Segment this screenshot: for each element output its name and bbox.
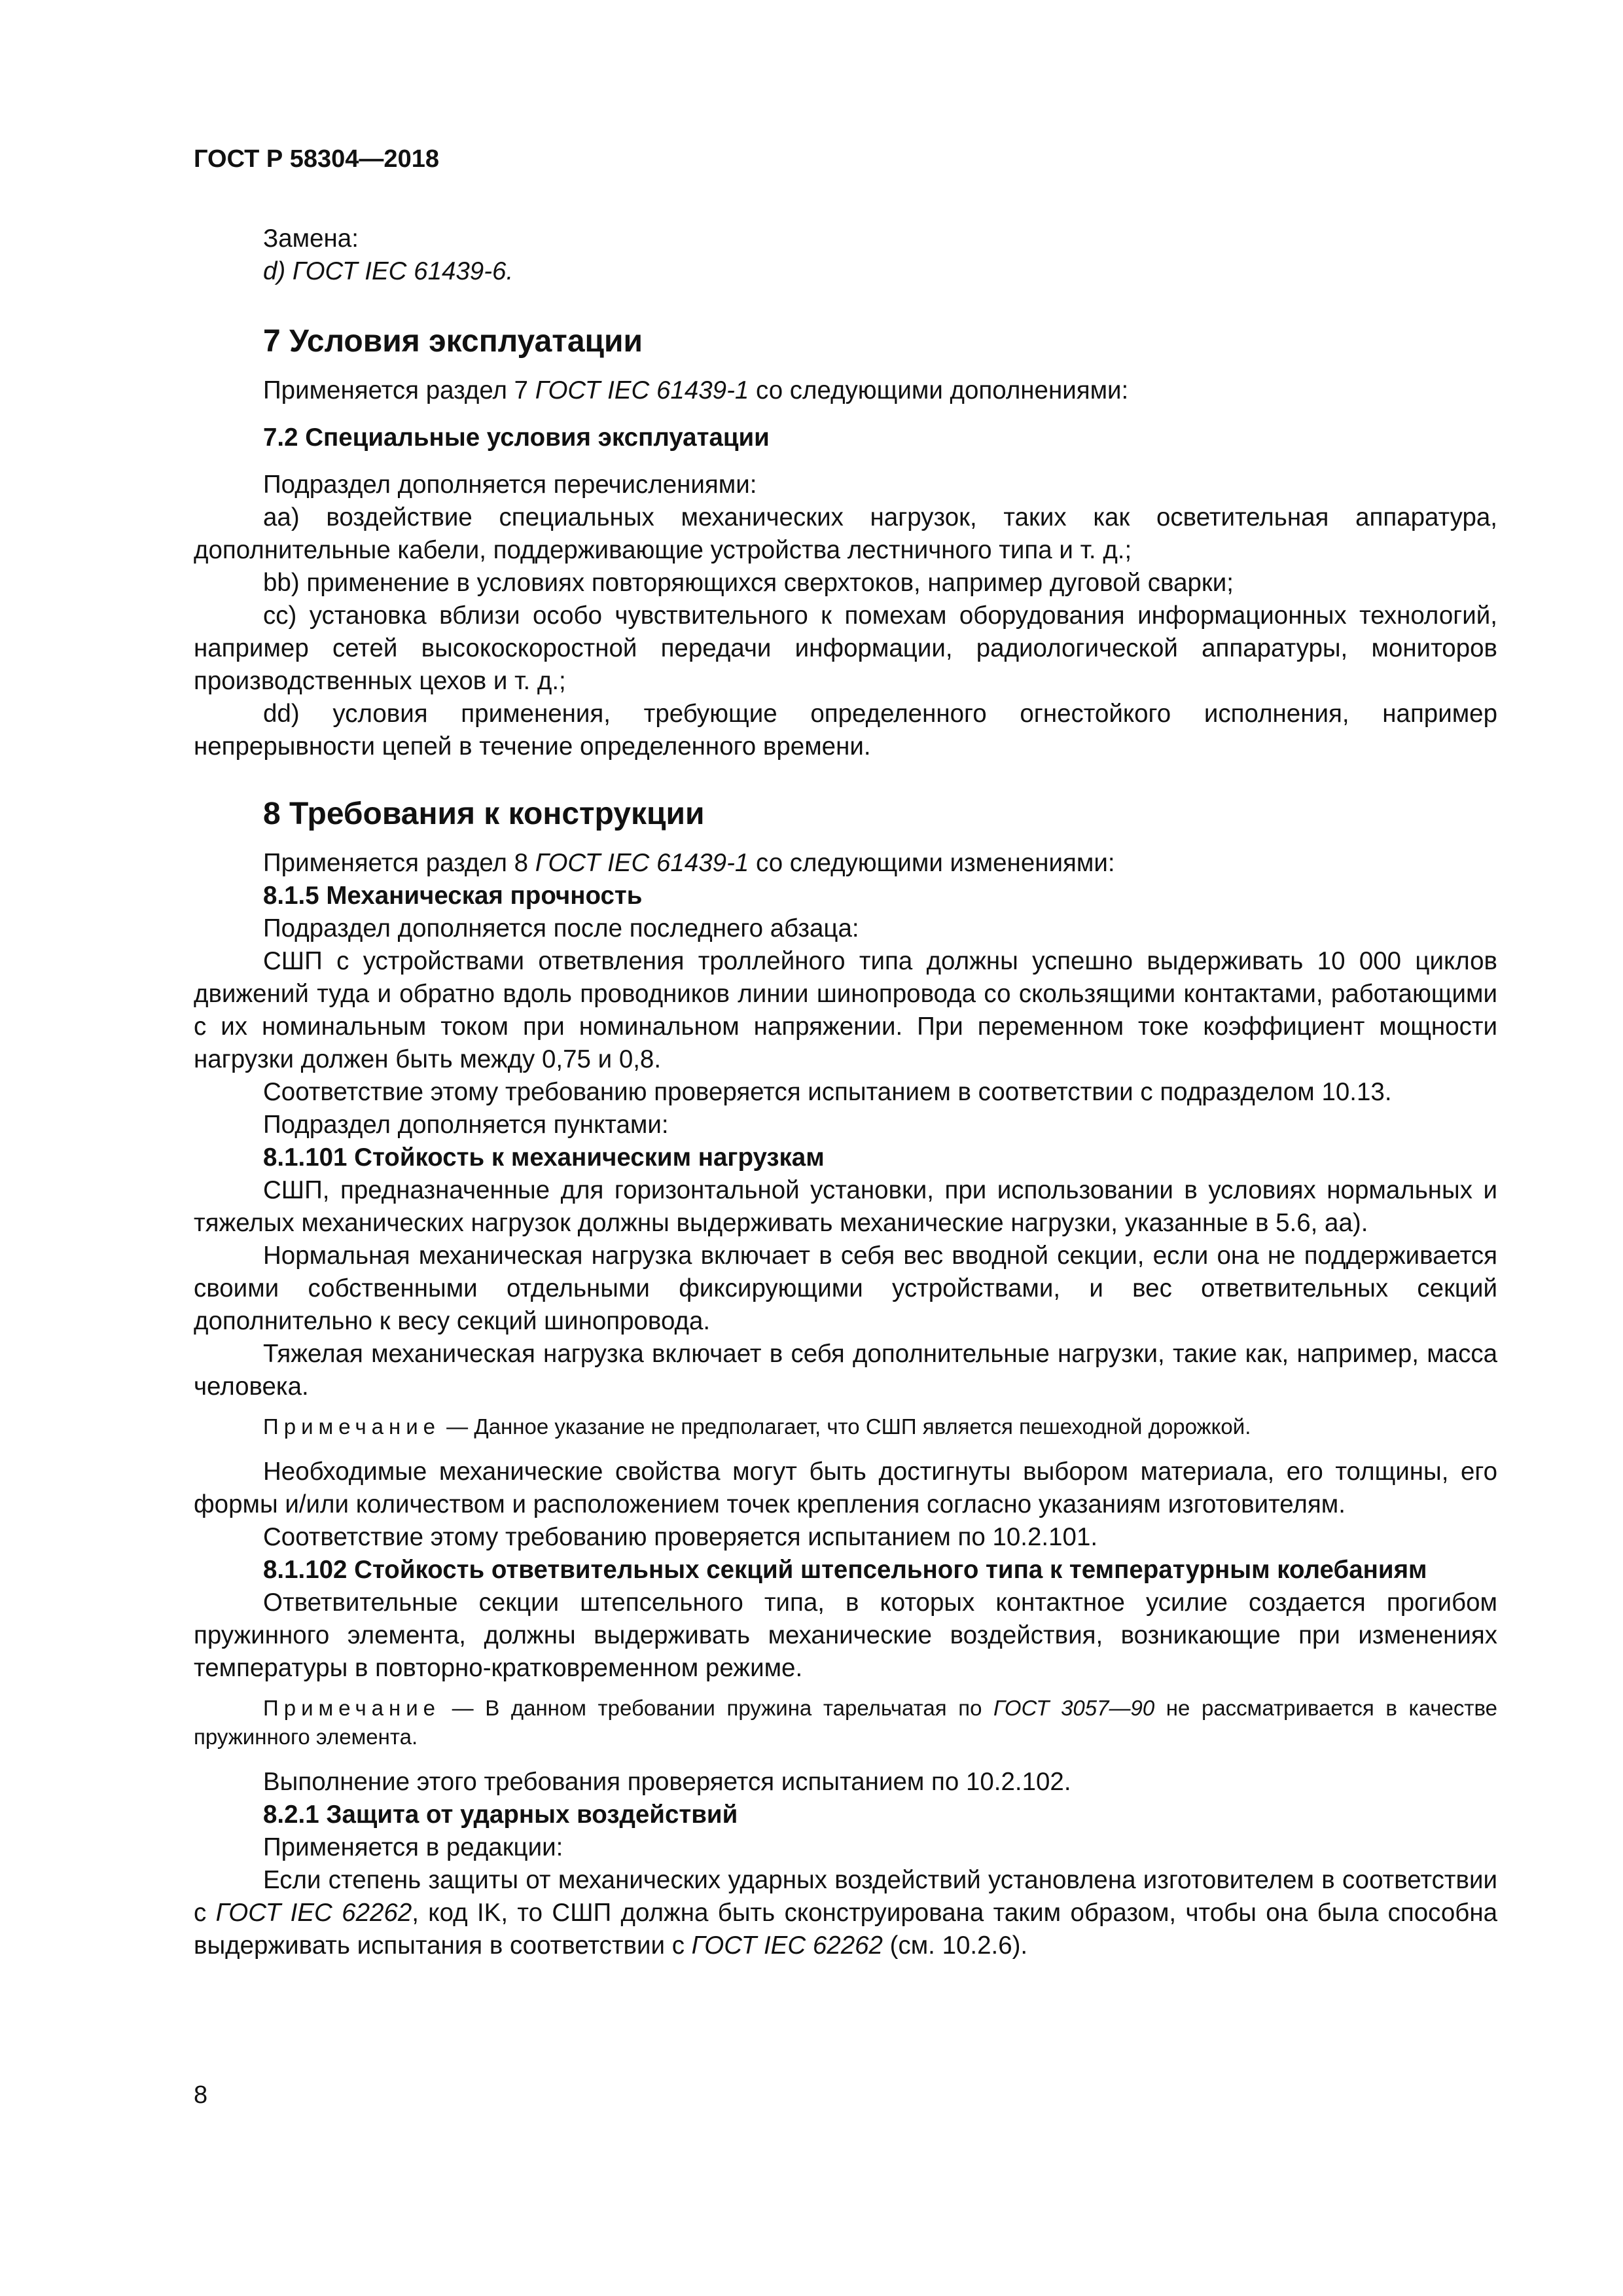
section-8-1-5-check: Соответствие этому требованию проверяется испытанием в соответствии с подразделом 10.13.	[263, 1078, 1392, 1106]
section-8-1-101-paragraph-2: Нормальная механическая нагрузка включает в себя вес вводной секции, если она не поддерживается своими собственными отдельными фиксирующими устройствами, и вес ответвительных секций дополнительно к весу секций шинопровода.	[194, 1242, 1497, 1335]
section-8-2-1-intro: Применяется в редакции:	[263, 1833, 563, 1861]
list-item-dd: dd) условия применения, требующие определенного огнестойкого исполнения, например непрерывности цепей в течение определенного времени.	[194, 700, 1497, 761]
section-7-title: 7 Условия эксплуатации	[263, 324, 643, 359]
section-8-1-102-title: 8.1.102 Стойкость ответвительных секций штепсельного типа к температурным колебаниям	[263, 1556, 1427, 1584]
section-7-applies: Применяется раздел 7 ГОСТ IEC 61439-1 со следующими дополнениями:	[263, 376, 1129, 404]
note-1: Примечание — Данное указание не предполагает, что СШП является пешеходной дорожкой.	[263, 1414, 1251, 1439]
section-8-1-5-addition: Подраздел дополняется пунктами:	[263, 1111, 669, 1139]
section-8-1-101-title: 8.1.101 Стойкость к механическим нагрузкам	[263, 1143, 825, 1172]
list-item-cc: cc) установка вблизи особо чувствительного к помехам оборудования информационных технологий, например сетей высокоскоростной передачи информации, радиологической аппаратуры, мониторов производственных цехов и т. д.;	[194, 601, 1497, 695]
list-item-aa: aa) воздействие специальных механических нагрузок, таких как осветительная аппаратура, дополнительные кабели, поддерживающие устройства лестничного типа и т. д.;	[194, 503, 1497, 564]
page-content	[194, 223, 1497, 1962]
section-8-1-101-paragraph-4: Необходимые механические свойства могут быть достигнуты выбором материала, его толщины, его формы и/или количеством и расположением точек крепления согласно указаниям изготовителям.	[194, 1458, 1497, 1518]
section-8-1-101-paragraph-3: Тяжелая механическая нагрузка включает в себя дополнительные нагрузки, такие как, например, масса человека.	[194, 1340, 1497, 1401]
note-2: Примечание — В данном требовании пружина тарельчатая по ГОСТ 3057—90 не рассматривается в качестве пружинного элемента.	[194, 1696, 1497, 1749]
section-8-1-101-paragraph-1: СШП, предназначенные для горизонтальной установки, при использовании в условиях нормальных и тяжелых механических нагрузок должны выдерживать механические нагрузки, указанные в 5.6, аа).	[194, 1176, 1497, 1237]
page-number: 8	[194, 2081, 208, 2109]
document-header-code: ГОСТ Р 58304—2018	[194, 145, 439, 173]
section-8-1-102-check: Выполнение этого требования проверяется испытанием по 10.2.102.	[263, 1768, 1071, 1796]
section-8-title: 8 Требования к конструкции	[263, 797, 705, 831]
section-8-applies: Применяется раздел 8 ГОСТ IEC 61439-1 со следующими изменениями:	[263, 849, 1115, 877]
section-8-1-5-title: 8.1.5 Механическая прочность	[263, 882, 643, 910]
replacement-label: Замена:	[263, 224, 359, 253]
section-8-1-102-paragraph: Ответвительные секции штепсельного типа, в которых контактное усилие создается прогибом пружинного элемента, должны выдерживать механические воздействия, возникающие при изменениях температуры в повторно-кратковременном режиме.	[194, 1588, 1497, 1682]
replacement-item: d) ГОСТ IEC 61439-6.	[263, 257, 514, 285]
section-8-1-101-check: Соответствие этому требованию проверяется испытанием по 10.2.101.	[263, 1523, 1098, 1551]
section-8-2-1-title: 8.2.1 Защита от ударных воздействий	[263, 1801, 738, 1829]
section-7-2-intro: Подраздел дополняется перечислениями:	[263, 471, 757, 499]
section-8-1-5-paragraph: СШП с устройствами ответвления троллейного типа должны успешно выдерживать 10 000 циклов движений туда и обратно вдоль проводников линии шинопровода со скользящими контактами, работающими с их номинальным током при номинальном напряжении. При переменном токе коэффициент мощности нагрузки должен быть между 0,75 и 0,8.	[194, 947, 1497, 1073]
section-7-2-title: 7.2 Специальные условия эксплуатации	[263, 423, 770, 452]
section-8-1-5-intro: Подраздел дополняется после последнего абзаца:	[263, 914, 859, 942]
list-item-bb: bb) применение в условиях повторяющихся сверхтоков, например дуговой сварки;	[263, 569, 1234, 597]
section-8-2-1-paragraph: Если степень защиты от механических ударных воздействий установлена изготовителем в соответствии с ГОСТ IEC 62262, код IK, то СШП должна быть сконструирована таким образом, чтобы она была способна выдерживать испытания в соответствии с ГОСТ IEC 62262 (см. 10.2.6).	[194, 1866, 1497, 1960]
